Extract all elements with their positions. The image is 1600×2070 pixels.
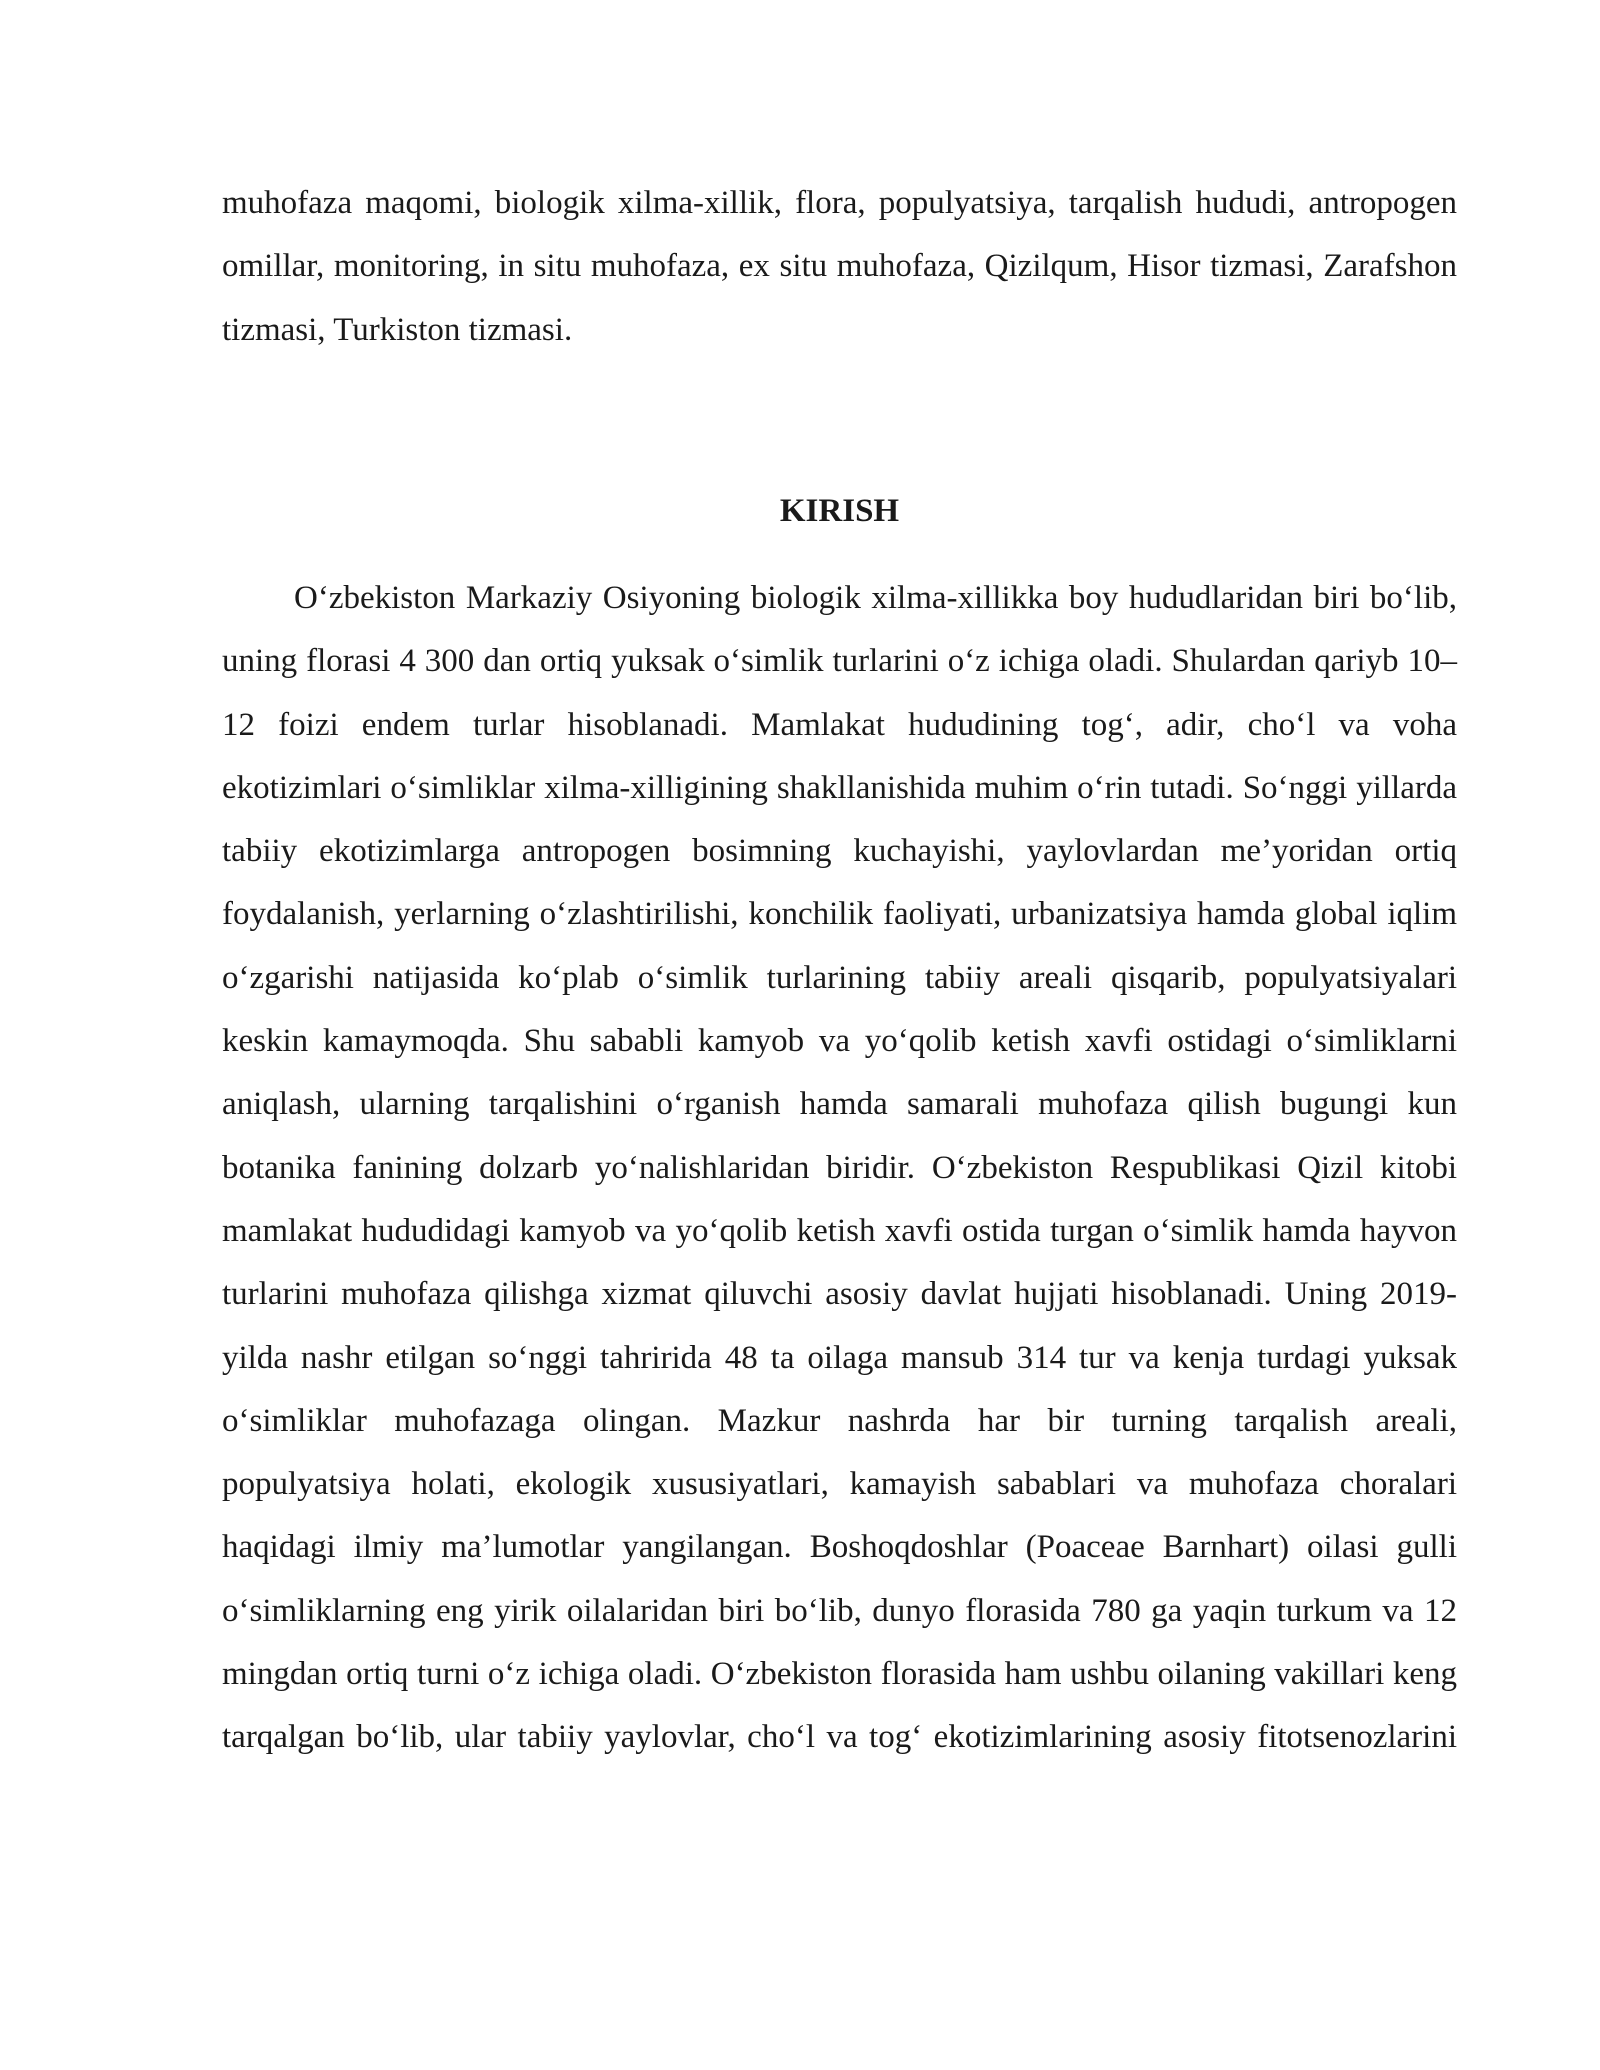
section-heading: KIRISH (779, 493, 900, 529)
intro-paragraph: O‘zbekiston Markaziy Osiyoning biologik xilma-xillikka boy hududlaridan biri bo‘lib, uning florasi 4 300 dan ortiq yuksak o‘simlik turlarini o‘z ichiga oladi. Shulardan qariyb 10–12 foizi endem turlar hisoblanadi. Mamlakat hududining tog‘, adir, cho‘l va voha ekotizimlari o‘simliklar xilma-xilligining shakllanishida muhim o‘rin tutadi. So‘nggi yillarda tabiiy ekotizimlarga antropogen bosimning kuchayishi, yaylovlardan me’yoridan ortiq foydalanish, yerlarning o‘zlashtirilishi, konchilik faoliyati, urbanizatsiya hamda global iqlim o‘zgarishi natijasida ko‘plab o‘simlik turlarining tabiiy areali qisqarib, populyatsiyalari keskin kamaymoqda. Shu sababli kamyob va yo‘qolib ketish xavfi ostidagi o‘simliklarni aniqlash, ularning tarqalishini o‘rganish hamda samarali muhofaza qilish bugungi kun botanika fanining dolzarb yo‘nalishlaridan biridir. O‘zbekiston Respublikasi Qizil kitobi mamlakat hududidagi kamyob va yo‘qolib ketish xavfi ostida turgan o‘simlik hamda hayvon turlarini muhofaza qilishga xizmat qiluvchi asosiy davlat hujjati hisoblanadi. Uning 2019-yilda nashr etilgan so‘nggi tahririda 48 ta oilaga mansub 314 tur va kenja turdagi yuksak o‘simliklar muhofazaga olingan. Mazkur nashrda har bir turning tarqalish areali, populyatsiya holati, ekologik xususiyatlari, kamayish sabablari va muhofaza choralari haqidagi ilmiy ma’lumotlar yangilangan. Boshoqdoshlar (Poaceae Barnhart) oilasi gulli o‘simliklarning eng yirik oilalaridan biri bo‘lib, dunyo florasida 780 ga yaqin turkum va 12 mingdan ortiq turni o‘z ichiga oladi. O‘zbekiston florasida ham ushbu oilaning vakillari keng tarqalgan bo‘lib, ular tabiiy yaylovlar, cho‘l va tog‘ ekotizimlarining asosiy fitotsenozlarini (222, 580, 1457, 1756)
keywords-paragraph: muhofaza maqomi, biologik xilma-xillik, flora, populyatsiya, tarqalish hududi, antropogen omillar, monitoring, in situ muhofaza, ex situ muhofaza, Qizilqum, Hisor tizmasi, Zarafshon tizmasi, Turkiston tizmasi. (222, 185, 1457, 348)
